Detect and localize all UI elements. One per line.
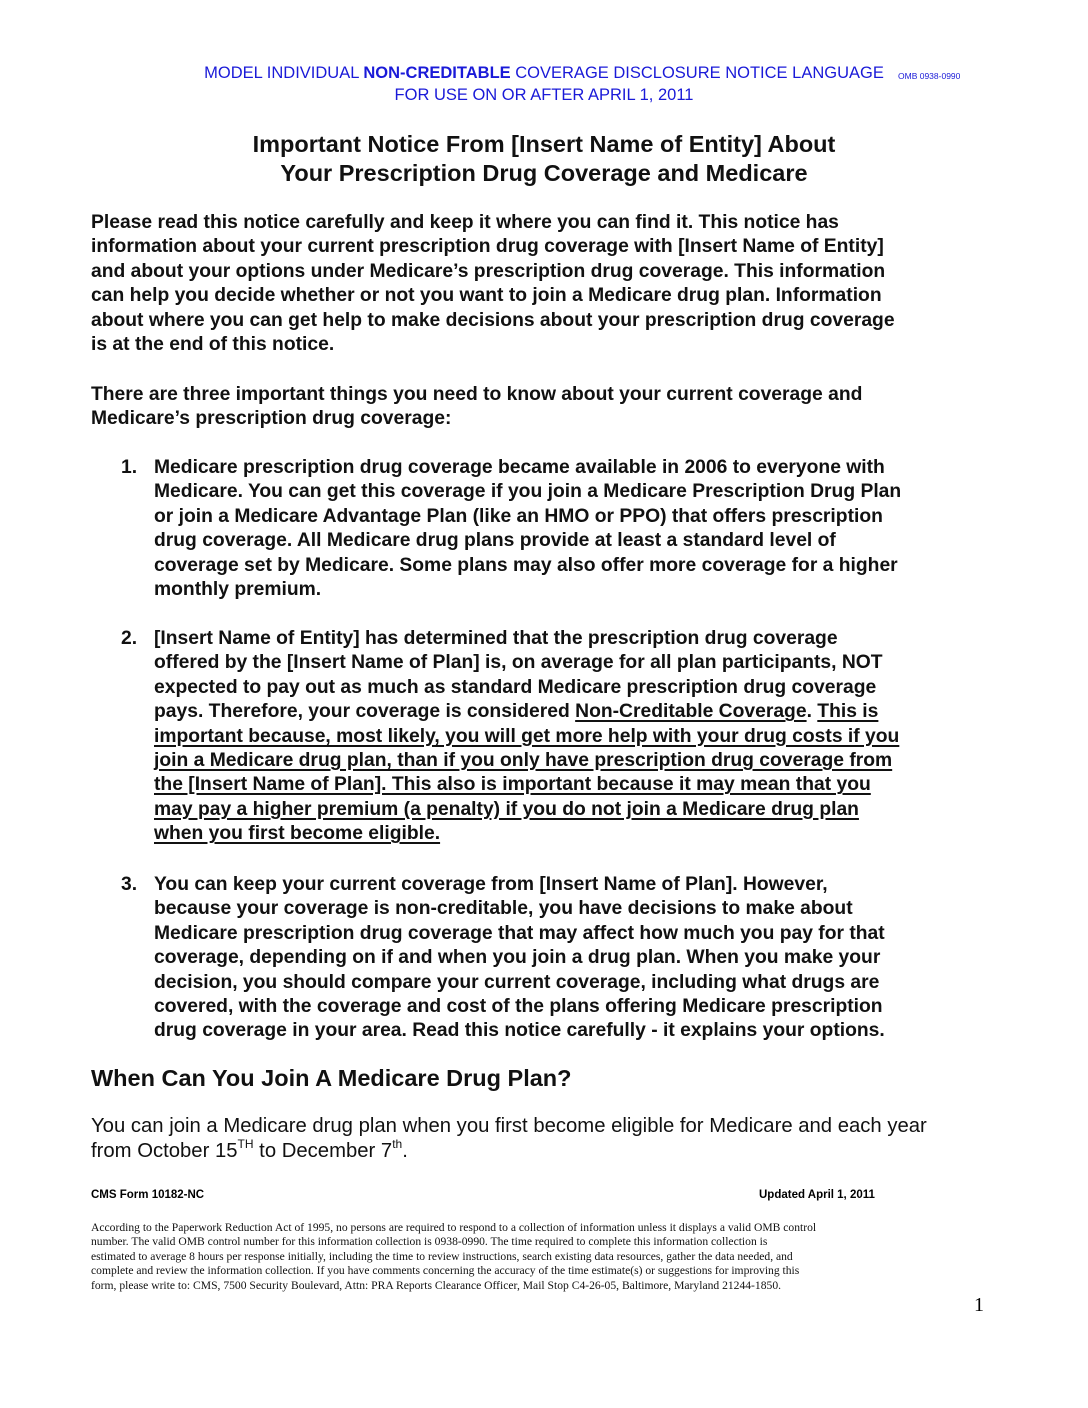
updated-date: Updated April 1, 2011 [759,1189,875,1201]
list-number: 1. [121,457,138,478]
text-line: about where you can get help to make decisions about your prescription drug coverage [91,309,895,331]
text-line: You can keep your current coverage from [Insert Name of Plan]. However, [154,874,828,895]
text-line: Medicare prescription drug coverage became available in 2006 to everyone with [154,457,885,478]
text-line: You can join a Medicare drug plan when you first become eligible for Medicare and each year [91,1115,927,1137]
notice-title-line-1: Important Notice From [Insert Name of Entity] About [252,131,836,157]
text-line: coverage, depending on if and when you join a drug plan. When you make your [154,947,881,969]
text-line: [Insert Name of Entity] has determined that the prescription drug coverage [154,628,838,649]
non-creditable-term: Non-Creditable Coverage [575,701,807,723]
text-line: Medicare. You can get this coverage if you join a Medicare Prescription Drug Plan [154,481,902,503]
underlined-line: important because, most likely, you will get more help with your drug costs if you [154,725,900,747]
text-line: drug coverage. All Medicare drug plans provide at least a standard level of [154,530,836,552]
list-number: 3. [121,874,138,895]
section-heading: When Can You Join A Medicare Drug Plan? [91,1065,572,1091]
text-line: information about your current prescription drug coverage with [Insert Name of Entity] [91,236,884,258]
header-line-2: FOR USE ON OR AFTER APRIL 1, 2011 [394,86,694,104]
lead-paragraph [91,383,996,432]
underlined-line: may pay a higher premium (a penalty) if you do not join a Medicare drug plan [154,798,859,820]
text-line: or join a Medicare Advantage Plan (like an HMO or PPO) that offers prescription [154,505,883,527]
text-line: is at the end of this notice. [91,334,335,356]
text-line: offered by the [Insert Name of Plan] is, on average for all plan participants, NOT [154,652,883,674]
text-line: Please read this notice carefully and keep it where you can find it. This notice has [91,212,839,233]
header-line-1: MODEL INDIVIDUAL NON-CREDITABLE COVERAGE DISCLOSURE NOTICE LANGUAGE [204,64,884,82]
text-line: complete and review the information collection. If you have comments concerning the accuracy of the time estimate(s) or suggestions for improving this [91,1264,800,1278]
list-number: 2. [121,628,138,649]
text-line: can help you decide whether or not you want to join a Medicare drug plan. Information [91,285,882,307]
text-line: Medicare prescription drug coverage that may affect how much you pay for that [154,922,885,944]
text-line: monthly premium. [154,579,322,601]
underlined-line: join a Medicare drug plan, than if you only have prescription drug coverage from [154,750,893,772]
text-line: expected to pay out as much as standard Medicare prescription drug coverage [154,676,877,698]
form-number: CMS Form 10182-NC [91,1189,205,1201]
text-line: because your coverage is non-creditable, you have decisions to make about [154,898,853,920]
underlined-line: the [Insert Name of Plan]. This also is important because it may mean that you [154,774,871,796]
text-line: covered, with the coverage and cost of the plans offering Medicare prescription [154,996,883,1018]
text-line: drug coverage in your area. Read this notice carefully - it explains your options. [154,1020,885,1042]
text-line: estimated to average 8 hours per response initially, including the time to review instructions, search existing data resources, gather the data needed, and [91,1249,793,1263]
page-number: 1 [974,1294,984,1316]
omb-number: OMB 0938-0990 [898,71,961,81]
text-line: form, please write to: CMS, 7500 Security Boulevard, Attn: PRA Reports Clearance Officer, Mail Stop C4-26-05, Baltimore, Maryland 21244-1850. [91,1278,782,1292]
text-line: coverage set by Medicare. Some plans may also offer more coverage for a higher [154,554,898,576]
intro-paragraph [91,211,996,357]
text-line: Medicare’s prescription drug coverage: [91,408,452,430]
text-line: decision, you should compare your current coverage, including what drugs are [154,971,880,993]
text-line: from October 15TH to December 7th. [91,1136,408,1162]
underlined-line: when you first become eligible. [154,823,441,845]
text-line: number. The valid OMB control number for this information collection is 0938-0990. The time required to complete this information collection is [91,1235,768,1249]
notice-title-line-2: Your Prescription Drug Coverage and Medicare [280,160,808,186]
paperwork-reduction-statement [91,1221,996,1293]
text-line: and about your options under Medicare’s prescription drug coverage. This information [91,260,886,282]
section-paragraph [91,1114,927,1163]
text-line: There are three important things you need to know about your current coverage and [91,384,863,405]
text-line: pays. Therefore, your coverage is considered Non-Creditable Coverage. This is [154,701,879,723]
text-line: According to the Paperwork Reduction Act of 1995, no persons are required to respond to a collection of information unless it displays a valid OMB control [91,1221,817,1234]
